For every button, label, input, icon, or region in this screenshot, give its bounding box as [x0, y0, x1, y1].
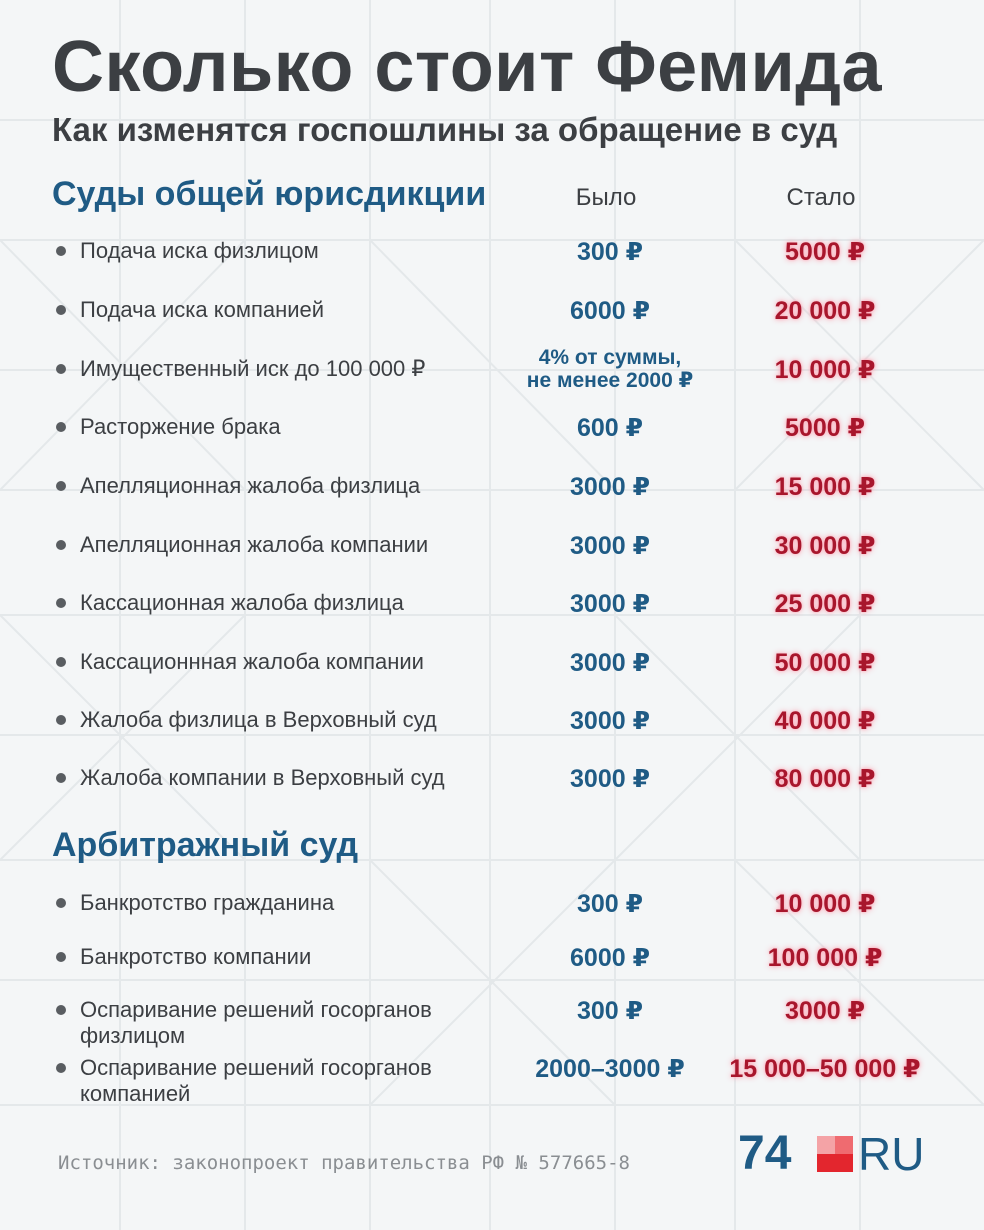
column-header-now: Стало: [786, 184, 856, 211]
value-now: 50 000 ₽: [774, 649, 876, 677]
bullet-icon: [56, 598, 66, 608]
value-was: 3000 ₽: [570, 765, 650, 793]
value-now: 30 000 ₽: [774, 532, 876, 560]
row-label: Подача иска физлицом: [80, 238, 319, 263]
bullet-icon: [56, 657, 66, 667]
bullet-icon: [56, 540, 66, 550]
bullet-icon: [56, 422, 66, 432]
value-was: 600 ₽: [576, 414, 644, 442]
value-now: 10 000 ₽: [774, 356, 876, 384]
bullet-icon: [56, 246, 66, 256]
row-label: Оспаривание решений госорганов физлицом: [80, 997, 432, 1048]
value-now: 10 000 ₽: [774, 890, 876, 918]
row-label: Жалоба компании в Верховный суд: [80, 765, 445, 790]
bullet-icon: [56, 481, 66, 491]
logo-square-icon: [817, 1136, 853, 1172]
row-label: Банкротство гражданина: [80, 890, 335, 915]
row-label: Кассационная жалоба физлица: [80, 590, 404, 615]
bullet-icon: [56, 715, 66, 725]
bullet-icon: [56, 364, 66, 374]
value-was: 300 ₽: [576, 238, 644, 266]
bullet-icon: [56, 1063, 66, 1073]
value-now: 15 000 ₽: [774, 473, 876, 501]
column-header-was: Было: [575, 184, 637, 211]
value-was: 300 ₽: [576, 890, 644, 918]
row-label: Апелляционная жалоба физлица: [80, 473, 421, 498]
value-now: 5000 ₽: [785, 414, 865, 442]
value-was: 6000 ₽: [570, 297, 650, 325]
bullet-icon: [56, 305, 66, 315]
logo-suffix: RU: [858, 1128, 925, 1180]
row-label: Жалоба физлица в Верховный суд: [80, 707, 437, 732]
value-was: 3000 ₽: [570, 532, 650, 560]
value-now: 3000 ₽: [785, 997, 865, 1025]
bullet-icon: [56, 898, 66, 908]
brand-logo: [738, 1126, 928, 1182]
value-was: 4% от суммы, не менее 2000 ₽: [526, 346, 694, 392]
row-label: Апелляционная жалоба компании: [80, 532, 429, 557]
value-now: 5000 ₽: [785, 238, 865, 266]
value-was: 3000 ₽: [570, 707, 650, 735]
value-now: 15 000–50 000 ₽: [729, 1055, 921, 1083]
value-was: 3000 ₽: [570, 473, 650, 501]
value-now: 100 000 ₽: [767, 944, 883, 972]
page-subtitle: Как изменятся госпошлины за обращение в суд: [52, 111, 838, 148]
value-was: 6000 ₽: [570, 944, 650, 972]
bullet-icon: [56, 773, 66, 783]
row-label: Имущественный иск до 100 000 ₽: [80, 356, 426, 381]
source-note: Источник: законопроект правительства РФ № 577665-8: [58, 1152, 630, 1174]
row-label: Подача иска компанией: [80, 297, 325, 322]
value-now: 25 000 ₽: [774, 590, 876, 618]
value-was: 2000–3000 ₽: [535, 1055, 685, 1083]
logo-number: 74: [738, 1127, 792, 1180]
section-title-arbitration-court: Арбитражный суд: [52, 826, 359, 864]
row-label: Оспаривание решений госорганов компанией: [80, 1055, 432, 1106]
page-title: Сколько стоит Фемида: [52, 27, 883, 107]
value-was: 3000 ₽: [570, 649, 650, 677]
row-label: Кассационнная жалоба компании: [80, 649, 424, 674]
bullet-icon: [56, 1005, 66, 1015]
row-label: Банкротство компании: [80, 944, 312, 969]
bullet-icon: [56, 952, 66, 962]
value-now: 80 000 ₽: [774, 765, 876, 793]
row-label: Расторжение брака: [80, 414, 281, 439]
value-was: 3000 ₽: [570, 590, 650, 618]
section-title-general-courts: Суды общей юрисдикции: [52, 175, 487, 213]
value-now: 20 000 ₽: [774, 297, 876, 325]
value-now: 40 000 ₽: [774, 707, 876, 735]
value-was: 300 ₽: [576, 997, 644, 1025]
